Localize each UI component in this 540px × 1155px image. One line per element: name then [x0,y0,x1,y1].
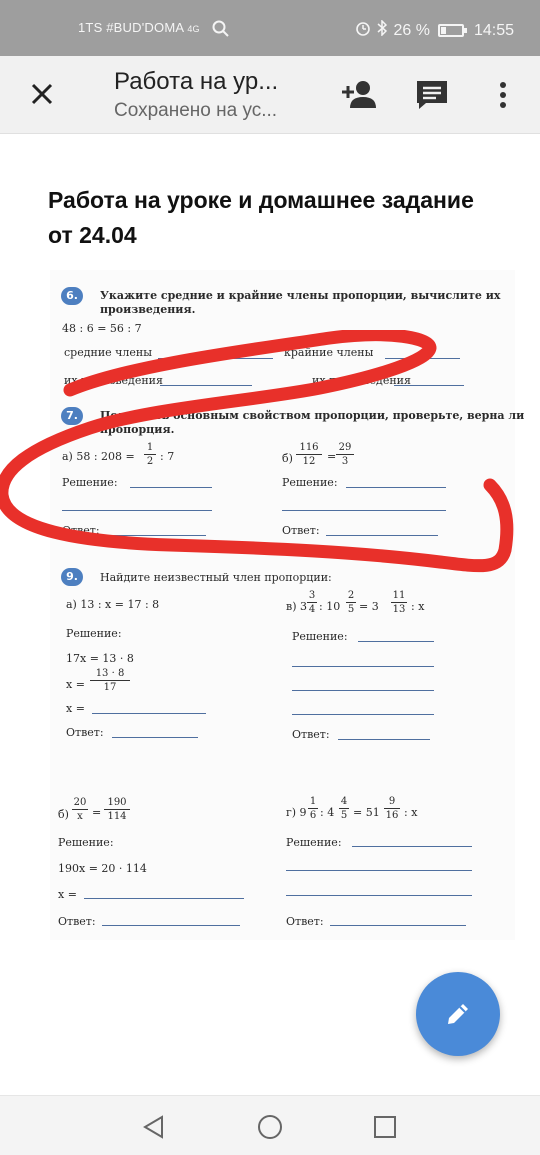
answer-line [286,895,472,896]
task-7a-solution-label: Решение: [62,476,118,489]
task-7a-expr: а) 58 : 208 = [62,450,135,463]
task-9v-tail: : x [411,600,425,613]
edit-fab[interactable] [416,972,500,1056]
task-9a-step-1: 17x = 13 · 8 [66,652,134,665]
task-9v-answer-label: Ответ: [292,728,330,741]
battery-icon [438,24,464,37]
task-7b-fraction-1: 116 12 [296,442,322,467]
task-9g-label: г) 9 [286,806,307,819]
task-7b-answer-label: Ответ: [282,524,320,537]
task-9v-solution-label: Решение: [292,630,348,643]
task-9b-step-1: 190x = 20 · 114 [58,862,147,875]
bluetooth-icon [377,20,387,41]
products-left-label: их произведения [64,374,163,387]
task-7a-answer-label: Ответ: [62,524,100,537]
search-icon [212,20,230,43]
answer-line [358,641,434,642]
comment-icon[interactable] [414,78,450,112]
task-9v-fraction-2: 2 5 [347,590,355,615]
task-9b-fraction-2: 190 114 [104,797,130,822]
products-right-label: их произведения [312,374,411,387]
pencil-icon [444,1000,472,1028]
add-person-icon[interactable] [340,78,376,112]
recents-icon[interactable] [370,1112,400,1142]
task-9b-label: б) [58,808,69,821]
task-9v-mid: : 10 [319,600,341,613]
task-9g-tail: : x [404,806,418,819]
task-9b-equals: = [92,806,102,819]
answer-line [292,690,434,691]
task-7b-equals: = [327,450,337,463]
answer-line [338,739,430,740]
navigation-bar [0,1095,540,1155]
task-9g-mid: : 4 [320,806,335,819]
back-icon[interactable] [140,1112,170,1142]
task-6-proportion: 48 : 6 = 56 : 7 [62,322,142,335]
answer-line [292,714,434,715]
task-6-text-1: Укажите средние и крайние члены пропорции, вычислите их [100,289,501,302]
clock: 14:55 [473,21,514,39]
status-bar [0,0,540,56]
answer-line [352,846,472,847]
home-icon[interactable] [255,1112,285,1142]
task-9-badge: 9. [61,568,83,586]
red-scribble-annotation [0,330,540,580]
task-9a-step-2-fraction: 13 · 8 17 [90,668,130,693]
task-7a-tail: : 7 [160,450,175,463]
task-9v-label: в) 3 [286,600,307,613]
task-9a-step-3: x = [66,702,85,715]
answer-line [292,666,434,667]
answer-line [92,713,206,714]
task-7a-fraction: 1 2 [144,442,156,467]
task-9g-solution-label: Решение: [286,836,342,849]
task-9a-expr: а) 13 : x = 17 : 8 [66,598,160,611]
task-9b-answer-label: Ответ: [58,915,96,928]
battery-percent: 26 % [393,21,430,39]
document-title: Работа на уроке и домашнее задание от 24.04 [48,187,474,248]
task-9-heading: Найдите неизвестный член пропорции: [100,571,332,584]
answer-line [112,737,198,738]
extreme-terms-label: крайние члены [284,346,374,359]
task-7b-fraction-2: 29 3 [336,442,354,467]
task-9g-fraction-2: 4 5 [340,796,348,821]
alarm-icon [355,20,371,41]
answer-line [102,925,240,926]
task-7-text-1: Пользуясь основным свойством пропорции, проверьте, верна ли [100,409,525,422]
task-9a-step-2: x = [66,678,85,691]
answer-line [84,898,244,899]
carrier-label: 1TS #BUD'DOMA 4G [78,20,200,35]
task-9b-step-2: x = [58,888,77,901]
task-6-badge: 6. [61,287,83,305]
task-9b-solution-label: Решение: [58,836,114,849]
task-7b-solution-label: Решение: [282,476,338,489]
middle-terms-label: средние члены [64,346,153,359]
task-7-text-2: пропорция. [100,423,175,436]
close-icon[interactable] [24,76,60,112]
answer-line [286,870,472,871]
task-9g-equals: = 51 [353,806,380,819]
app-bar [0,56,540,134]
task-9b-fraction-1: 20 x [73,797,87,822]
task-9a-solution-label: Решение: [66,627,122,640]
app-bar-subtitle: Сохранено на ус... [114,100,278,121]
task-9g-fraction-1: 1 6 [309,796,317,821]
more-vert-icon[interactable] [488,78,518,112]
task-9g-answer-label: Ответ: [286,915,324,928]
task-6-text-2: произведения. [100,303,196,316]
status-icons [355,20,514,41]
task-9v-equals: = 3 [359,600,379,613]
task-9a-answer-label: Ответ: [66,726,104,739]
answer-line [330,925,466,926]
app-bar-title: Работа на ур... [114,68,279,95]
task-9g-fraction-3: 9 16 [385,796,399,821]
task-7-badge: 7. [61,407,83,425]
task-9v-fraction-1: 3 4 [308,590,316,615]
task-9v-fraction-3: 11 13 [392,590,406,615]
task-7b-label: б) [282,452,293,465]
